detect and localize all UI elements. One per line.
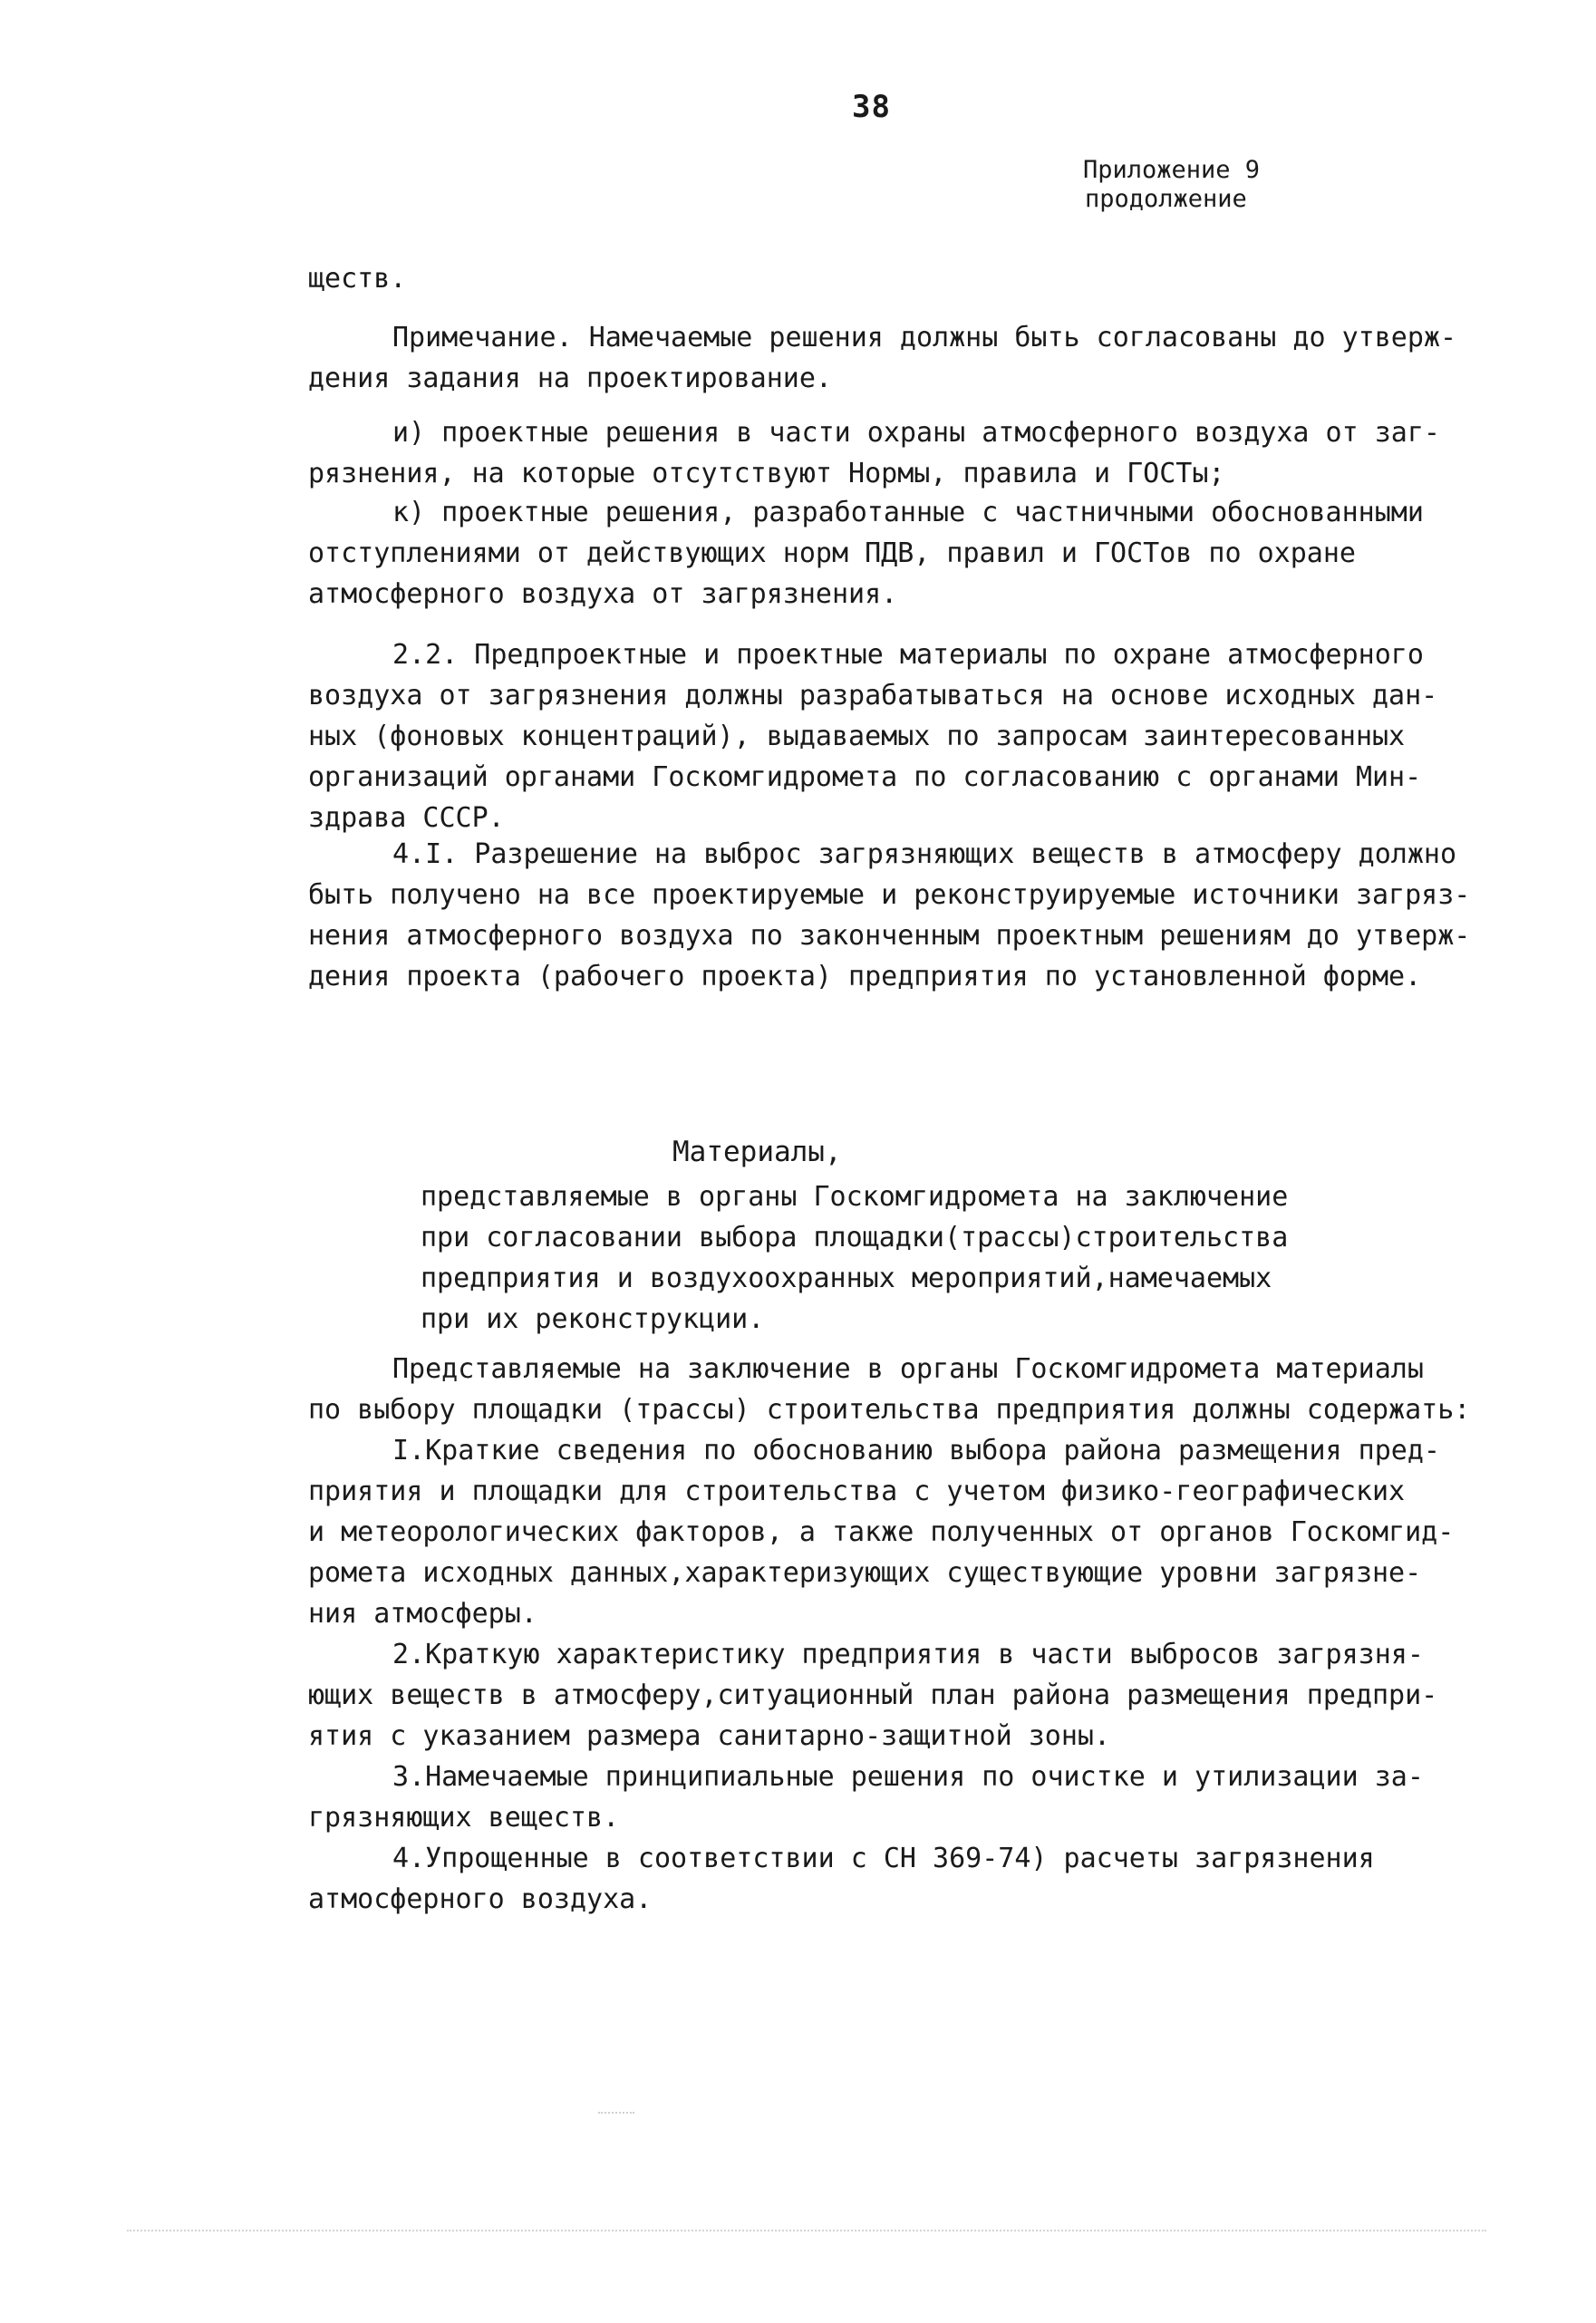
text-line: 4.Упрощенные в соответствии с СН 369-74) расчеты загрязнения (392, 1843, 1375, 1874)
text-line: Представляемые на заключение в органы Госкомгидромета материалы (392, 1353, 1424, 1385)
text-line: при согласовании выбора площадки(трассы)строительства (421, 1222, 1289, 1253)
text-line: I.Краткие сведения по обоснованию выбора района размещения пред- (392, 1435, 1440, 1466)
text-line: представляемые в органы Госкомгидромета на заключение (421, 1181, 1289, 1213)
text-line: 2.Краткую характеристику предприятия в части выбросов загрязня- (392, 1639, 1424, 1670)
appendix-title: Приложение 9 (1083, 156, 1261, 184)
text-line: рязнения, на которые отсутствуют Нормы, правила и ГОСТы; (308, 458, 1225, 489)
text-line: атмосферного воздуха от загрязнения. (308, 578, 898, 610)
text-line: отступлениями от действующих норм ПДВ, правил и ГОСТов по охране (308, 537, 1356, 569)
text-line: ющих веществ в атмосферу,ситуационный план района размещения предпри- (308, 1679, 1438, 1711)
page-number: 38 (852, 89, 891, 125)
text-line: нения атмосферного воздуха по законченным проектным решениям до утверж- (308, 920, 1471, 952)
text-line: ятия с указанием размера санитарно-защитной зоны. (308, 1720, 1111, 1752)
text-line: грязняющих веществ. (308, 1802, 620, 1834)
text-line: ществ. (308, 263, 407, 295)
text-line: по выбору площадки (трассы) строительства предприятия должны содержать: (308, 1394, 1471, 1426)
scan-artifact (598, 2112, 634, 2115)
materials-item-4 (308, 1838, 1486, 1920)
text-line: атмосферного воздуха. (308, 1883, 653, 1915)
materials-intro (308, 1349, 1486, 1430)
text-line: предприятия и воздухоохранных мероприятий,намечаемых (421, 1263, 1272, 1294)
text-line: ных (фоновых концентраций), выдаваемых по запросам заинтересованных (308, 721, 1406, 752)
materials-item-2 (308, 1634, 1486, 1757)
text-line: дения задания на проектирование. (308, 363, 832, 394)
text-line: Примечание. Намечаемые решения должны быть согласованы до утверж- (392, 322, 1456, 353)
text-line: 4.I. Разрешение на выброс загрязняющих веществ в атмосферу должно (392, 838, 1456, 870)
text-line: ния атмосферы. (308, 1598, 537, 1630)
text-line: 2.2. Предпроектные и проектные материалы по охране атмосферного (392, 639, 1424, 671)
text-line: при их реконструкции. (421, 1303, 765, 1335)
text-line: и) проектные решения в части охраны атмосферного воздуха от заг- (392, 417, 1440, 449)
item-i-paragraph (308, 412, 1486, 494)
text-line: воздуха от загрязнения должны разрабатываться на основе исходных дан- (308, 680, 1438, 711)
appendix-continuation: продолжение (1085, 185, 1247, 213)
section-title: Материалы, (672, 1136, 842, 1168)
text-line: приятия и площадки для строительства с учетом физико-географических (308, 1476, 1406, 1507)
section-subtitle (421, 1176, 1288, 1340)
materials-item-3 (308, 1757, 1486, 1838)
scan-artifact (127, 2230, 1486, 2235)
text-line: быть получено на все проектируемые и реконструируемые источники загряз- (308, 879, 1471, 911)
paragraph-2-2 (308, 634, 1486, 838)
appendix-label (1083, 156, 1260, 214)
text-line: здрава СССР. (308, 802, 505, 834)
note-paragraph (308, 317, 1486, 399)
text-line: 3.Намечаемые принципиальные решения по очистке и утилизации за- (392, 1761, 1424, 1793)
text-line: организаций органами Госкомгидромета по согласованию с органами Мин- (308, 761, 1422, 793)
text-line: дения проекта (рабочего проекта) предприятия по установленной форме. (308, 961, 1422, 992)
text-line: к) проектные решения, разработанные с частничными обоснованными (392, 497, 1424, 528)
item-k-paragraph (308, 492, 1486, 615)
text-line: ромета исходных данных,характеризующих существующие уровни загрязне- (308, 1557, 1422, 1589)
materials-item-1 (308, 1430, 1486, 1634)
paragraph-4-1 (308, 834, 1486, 997)
text-fragment (308, 258, 1486, 299)
text-line: и метеорологических факторов, а также полученных от органов Госкомгид- (308, 1516, 1455, 1548)
